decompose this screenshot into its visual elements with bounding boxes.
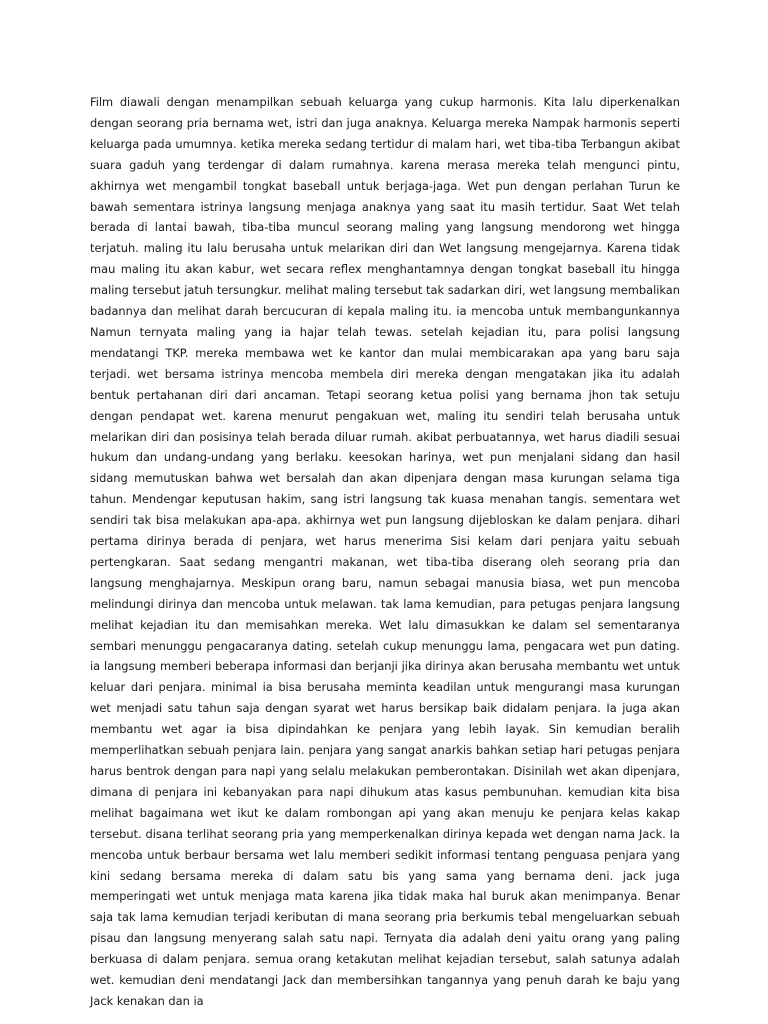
- body-paragraph: Film diawali dengan menampilkan sebuah keluarga yang cukup harmonis. Kita lalu diperkenalkan dengan seorang pria bernama wet, istri dan juga anaknya. Keluarga mereka Nampak harmonis seperti keluarga pada umumnya. ketika mereka sedang tertidur di malam hari, wet tiba-tiba Terbangun akibat suara gaduh yang terdengar di dalam rumahnya. karena merasa mereka telah mengunci pintu, akhirnya wet mengambil tongkat baseball untuk berjaga-jaga. Wet pun dengan perlahan Turun ke bawah sementara istrinya langsung menjaga anaknya yang saat itu masih tertidur. Saat Wet telah berada di lantai bawah, tiba-tiba muncul seorang maling yang langsung mendorong wet hingga terjatuh. maling itu lalu berusaha untuk melarikan diri dan Wet langsung mengejarnya. Karena tidak mau maling itu akan kabur, wet secara reflex menghantamnya dengan tongkat baseball itu hingga maling tersebut jatuh tersungkur. melihat maling tersebut tak sadarkan diri, wet langsung membalikan badannya dan melihat darah bercucuran di kepala maling itu. ia mencoba untuk membangunkannya Namun ternyata maling yang ia hajar telah tewas. setelah kejadian itu, para polisi langsung mendatangi TKP. mereka membawa wet ke kantor dan mulai membicarakan apa yang baru saja terjadi. wet bersama istrinya mencoba membela diri mereka dengan mengatakan jika itu adalah bentuk pertahanan diri dari ancaman. Tetapi seorang ketua polisi yang bernama jhon tak setuju dengan pendapat wet. karena menurut pengakuan wet, maling itu sendiri telah berusaha untuk melarikan diri dan posisinya telah berada diluar rumah. akibat perbuatannya, wet harus diadili sesuai hukum dan undang-undang yang berlaku. keesokan harinya, wet pun menjalani sidang dan hasil sidang memutuskan bahwa wet bersalah dan akan dipenjara dengan masa kurungan selama tiga tahun. Mendengar keputusan hakim, sang istri langsung tak kuasa menahan tangis. sementara wet sendiri tak bisa melakukan apa-apa. akhirnya wet pun langsung dijebloskan ke dalam penjara. dihari pertama dirinya berada di penjara, wet harus menerima Sisi kelam dari penjara yaitu sebuah pertengkaran. Saat sedang mengantri makanan, wet tiba-tiba diserang oleh seorang pria dan langsung menghajarnya. Meskipun orang baru, namun sebagai manusia biasa, wet pun mencoba melindungi dirinya dan mencoba untuk melawan. tak lama kemudian, para petugas penjara langsung melihat kejadian itu dan memisahkan mereka. Wet lalu dimasukkan ke dalam sel sementaranya sembari menunggu pengacaranya dating. setelah cukup menunggu lama, pengacara wet pun dating. ia langsung memberi beberapa informasi dan berjanji jika dirinya akan berusaha membantu wet untuk keluar dari penjara. minimal ia bisa berusaha meminta keadilan untuk mengurangi masa kurungan wet menjadi satu tahun saja dengan syarat wet harus bersikap baik didalam penjara. Ia juga akan membantu wet agar ia bisa dipindahkan ke penjara yang lebih layak. Sin kemudian beralih memperlihatkan sebuah penjara lain. penjara yang sangat anarkis bahkan setiap hari petugas penjara harus bentrok dengan para napi yang selalu melakukan pemberontakan. Disinilah wet akan dipenjara, dimana di penjara ini kebanyakan para napi dihukum atas kasus pembunuhan. kemudian kita bisa melihat bagaimana wet ikut ke dalam rombongan api yang akan menuju ke penjara kelas kakap tersebut. disana terlihat seorang pria yang memperkenalkan dirinya kepada wet dengan nama Jack. Ia mencoba untuk berbaur bersama wet lalu memberi sedikit informasi tentang penguasa penjara yang kini sedang bersama mereka di dalam satu bis yang sama yang bernama deni. jack juga memperingati wet untuk menjaga mata karena jika tidak maka hal buruk akan menimpanya. Benar saja tak lama kemudian terjadi keributan di mana seorang pria berkumis tebal mengeluarkan sebuah pisau dan langsung menyerang salah satu napi. Ternyata dia adalah deni yaitu orang yang paling berkuasa di dalam penjara. semua orang ketakutan melihat kejadian tersebut, salah satunya adalah wet. kemudian deni mendatangi Jack dan membersihkan tangannya yang penuh darah ke baju yang Jack kenakan dan ia: [90, 95, 680, 1008]
